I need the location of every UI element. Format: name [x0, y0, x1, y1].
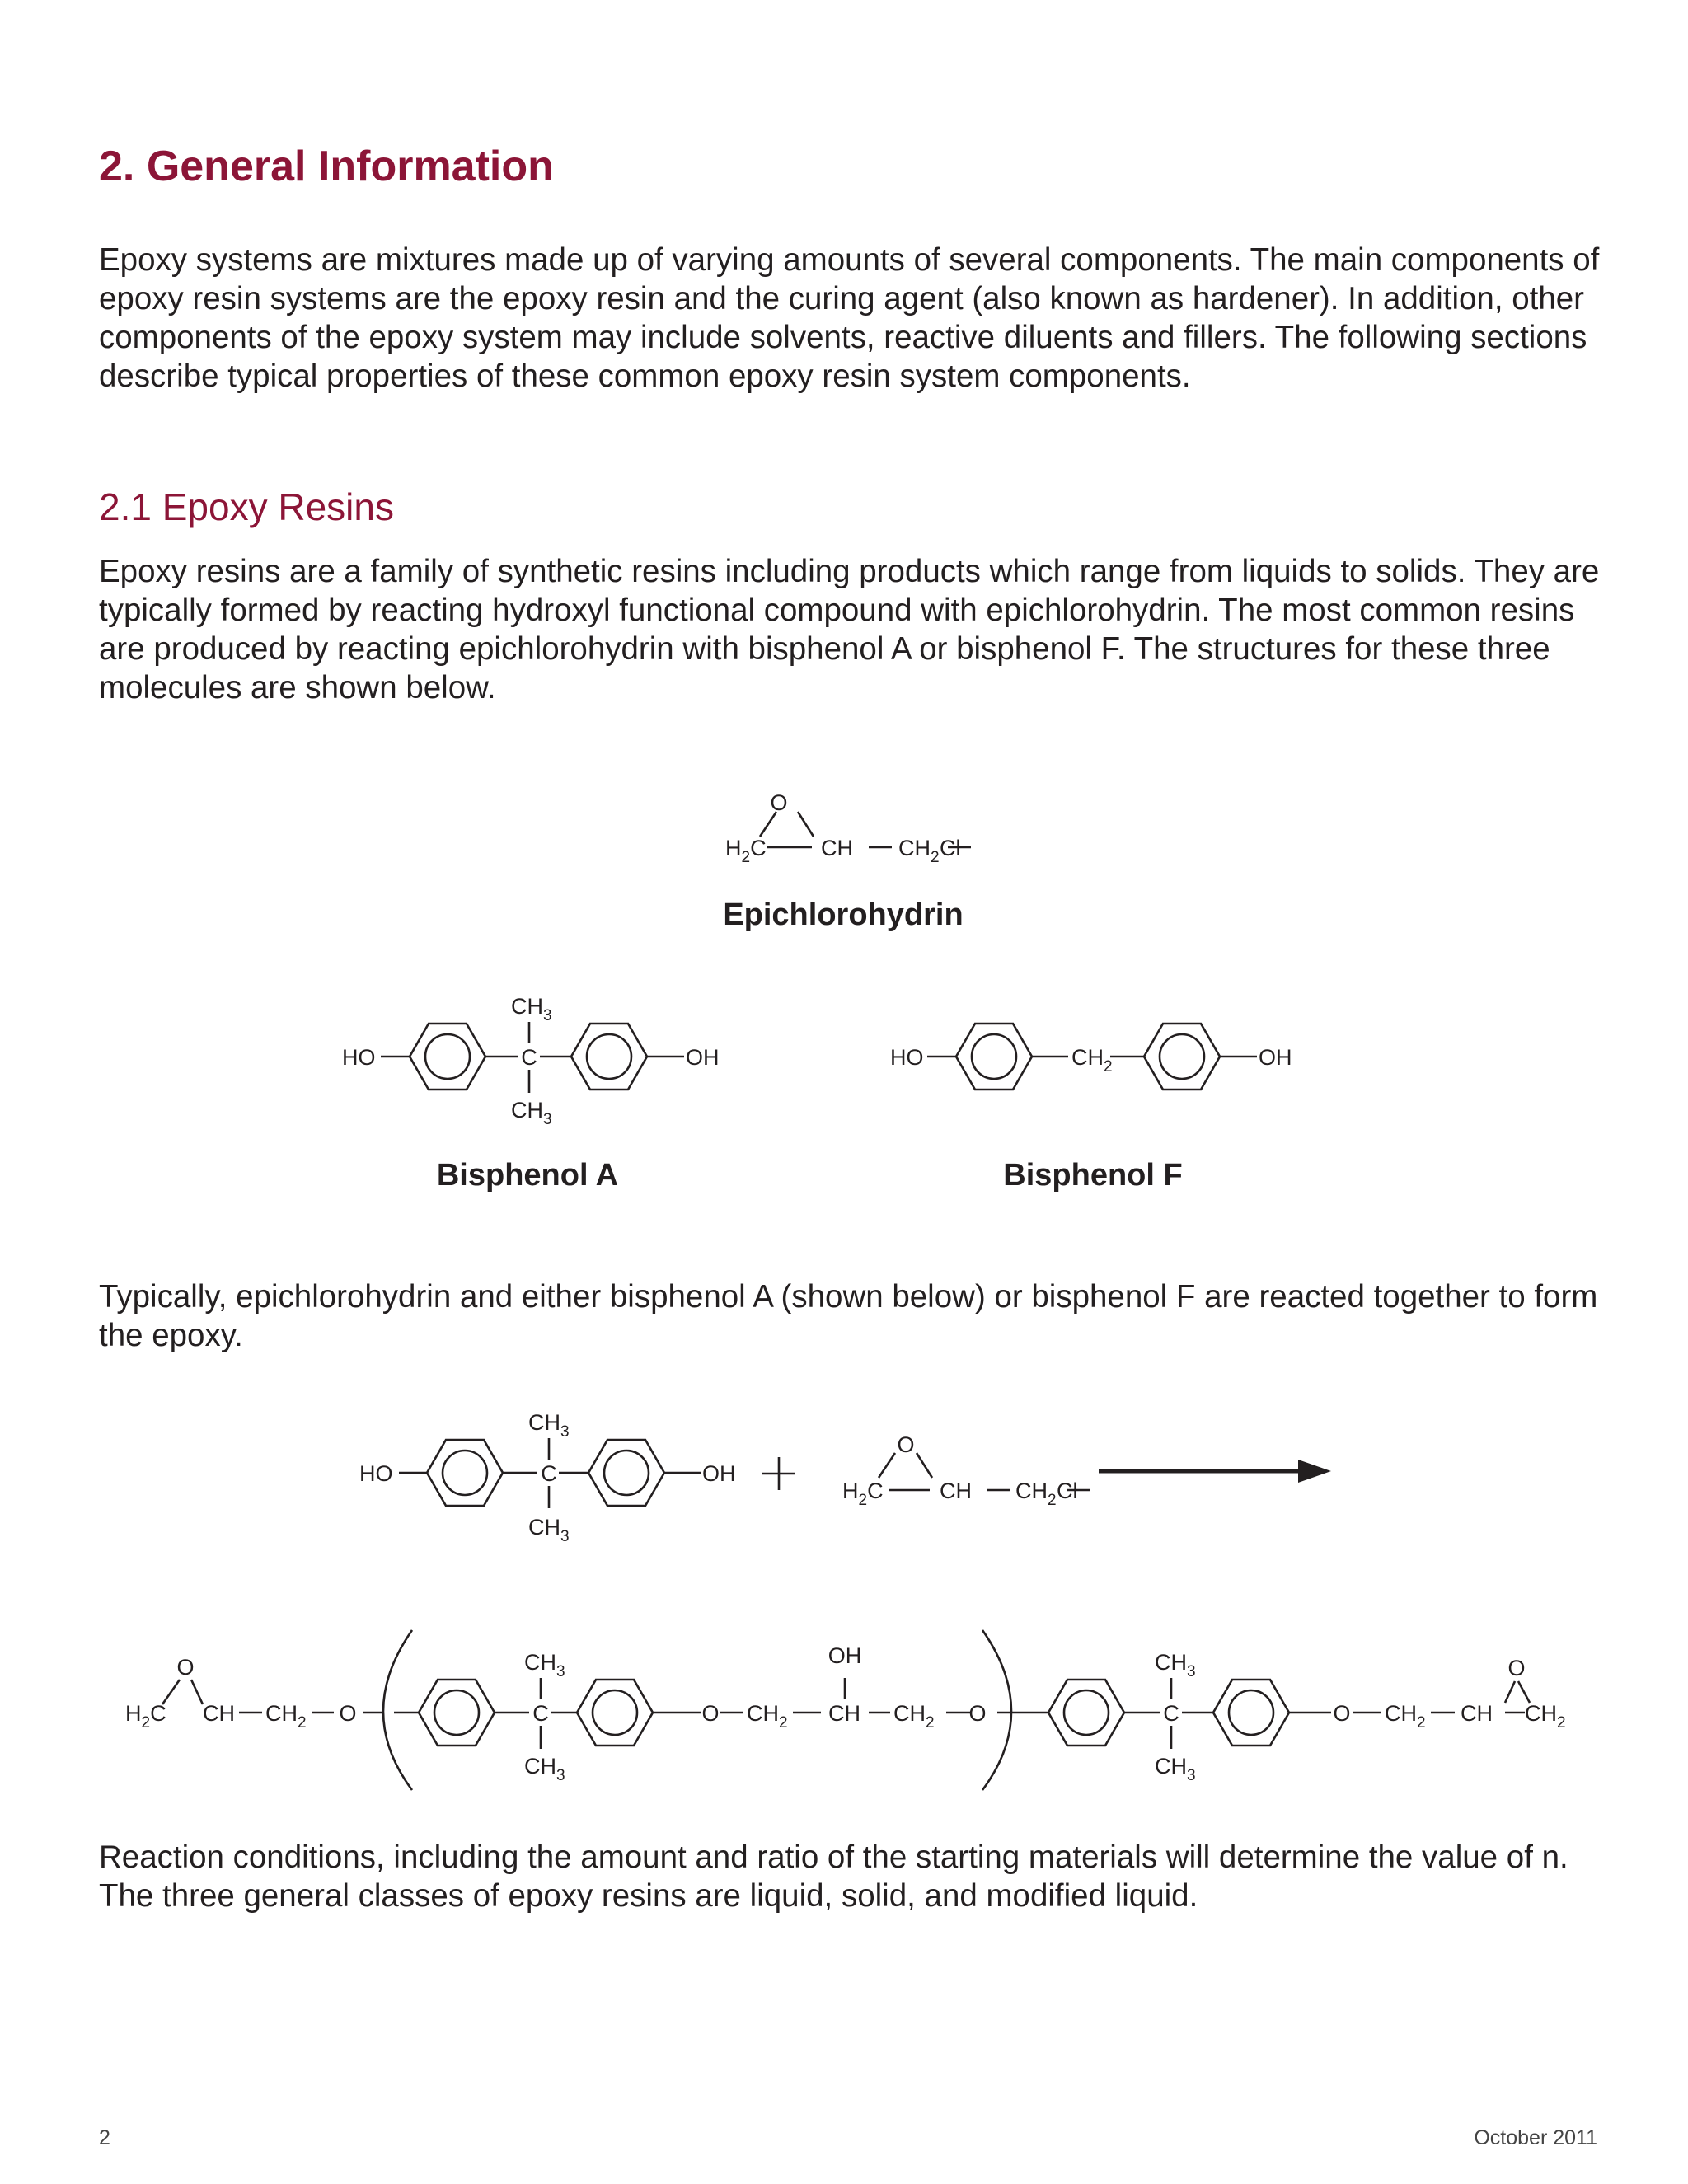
- reaction-conditions-paragraph: Reaction conditions, including the amount and ratio of the starting materials will determine the value of n. The three general classes of epoxy resins are liquid, solid, and modified liquid.: [99, 1840, 1568, 1914]
- methyl-label: $CH_3$: [524, 1650, 565, 1680]
- methyl-label: $CH_3$: [1155, 1650, 1196, 1680]
- hydroxyl-label: HO: [890, 1045, 924, 1070]
- epoxide-oxygen-label: O: [1507, 1656, 1526, 1680]
- epoxy-resins-paragraph: Epoxy resins are a family of synthetic resins including products which range from liquids to solids. They are typically formed by reacting hydroxyl functional compound with epichlorohydrin. The most common resins are produced by reacting epichlorohydrin with bisphenol A or bisphenol F. The structures for these three molecules are shown below.: [99, 554, 1600, 705]
- methyl-label: $CH_3$: [524, 1754, 565, 1784]
- methyl-label: $CH_3$: [1155, 1754, 1196, 1784]
- chlorine-label: Cl: [940, 836, 961, 860]
- footer-date: October 2011: [1474, 2126, 1597, 2149]
- ch-label: CH: [1461, 1701, 1493, 1726]
- ether-oxygen-label: O: [1333, 1701, 1351, 1726]
- bisphenol-a-caption: Bisphenol A: [436, 1158, 619, 1193]
- ch-label: CH: [940, 1479, 972, 1503]
- chlorine-label: Cl: [1057, 1479, 1078, 1503]
- ether-oxygen-label: O: [968, 1701, 987, 1726]
- methyl-label: $CH_3$: [528, 1515, 570, 1545]
- ch2-label: $CH_2$: [747, 1701, 788, 1732]
- section-title: 2.1 Epoxy Resins: [99, 485, 394, 528]
- ch-label: CH: [828, 1701, 860, 1726]
- epoxide-oxygen-label: O: [897, 1432, 915, 1457]
- methylene-label: $CH_2$: [1071, 1045, 1113, 1076]
- page-number: 2: [99, 2126, 110, 2149]
- hydroxyl-label: OH: [1259, 1045, 1292, 1070]
- hydroxyl-label: HO: [342, 1045, 376, 1070]
- ch-label: CH: [821, 836, 853, 860]
- quaternary-carbon-label: C: [1163, 1701, 1179, 1726]
- hydroxyl-label: OH: [686, 1045, 720, 1070]
- ch2-label: $H_2C$: [125, 1701, 166, 1732]
- hydroxyl-label: HO: [359, 1461, 393, 1486]
- quaternary-carbon-label: C: [521, 1045, 537, 1070]
- ch2-label: $CH_2$: [1015, 1479, 1057, 1509]
- methyl-label: $CH_3$: [528, 1410, 570, 1441]
- page-heading: 2. General Information: [99, 143, 554, 190]
- ch2-label: $CH_2$: [1525, 1701, 1566, 1732]
- reaction-paragraph: Typically, epichlorohydrin and either bisphenol A (shown below) or bisphenol F are reacted together to form the epoxy.: [99, 1279, 1598, 1353]
- methyl-label: $CH_3$: [511, 994, 552, 1024]
- methyl-label: $CH_3$: [511, 1098, 552, 1128]
- quaternary-carbon-label: C: [532, 1701, 549, 1726]
- quaternary-carbon-label: C: [541, 1461, 557, 1486]
- ether-oxygen-label: O: [701, 1701, 720, 1726]
- intro-paragraph: Epoxy systems are mixtures made up of varying amounts of several components. The main components of epoxy resin systems are the epoxy resin and the curing agent (also known as hardener). In addition, other components of the epoxy system may include solvents, reactive diluents and fillers. The following sections describe typical properties of these common epoxy resin system components.: [99, 242, 1600, 394]
- hydroxyl-label: OH: [828, 1643, 862, 1668]
- epoxide-oxygen-label: O: [770, 790, 788, 815]
- ch2-label: $CH_2$: [1385, 1701, 1426, 1732]
- ch2-label: $H_2C$: [725, 836, 767, 866]
- ch-label: CH: [203, 1701, 235, 1726]
- ch2-label: $H_2C$: [842, 1479, 884, 1509]
- epoxide-oxygen-label: O: [176, 1655, 195, 1680]
- ch2-label: $CH_2$: [265, 1701, 307, 1732]
- ether-oxygen-label: O: [339, 1701, 357, 1726]
- bisphenol-f-caption: Bisphenol F: [1003, 1158, 1183, 1193]
- ch2-label: $CH_2$: [898, 836, 940, 866]
- hydroxyl-label: OH: [702, 1461, 736, 1486]
- ch2-label: $CH_2$: [893, 1701, 935, 1732]
- epichlorohydrin-caption: Epichlorohydrin: [723, 898, 964, 932]
